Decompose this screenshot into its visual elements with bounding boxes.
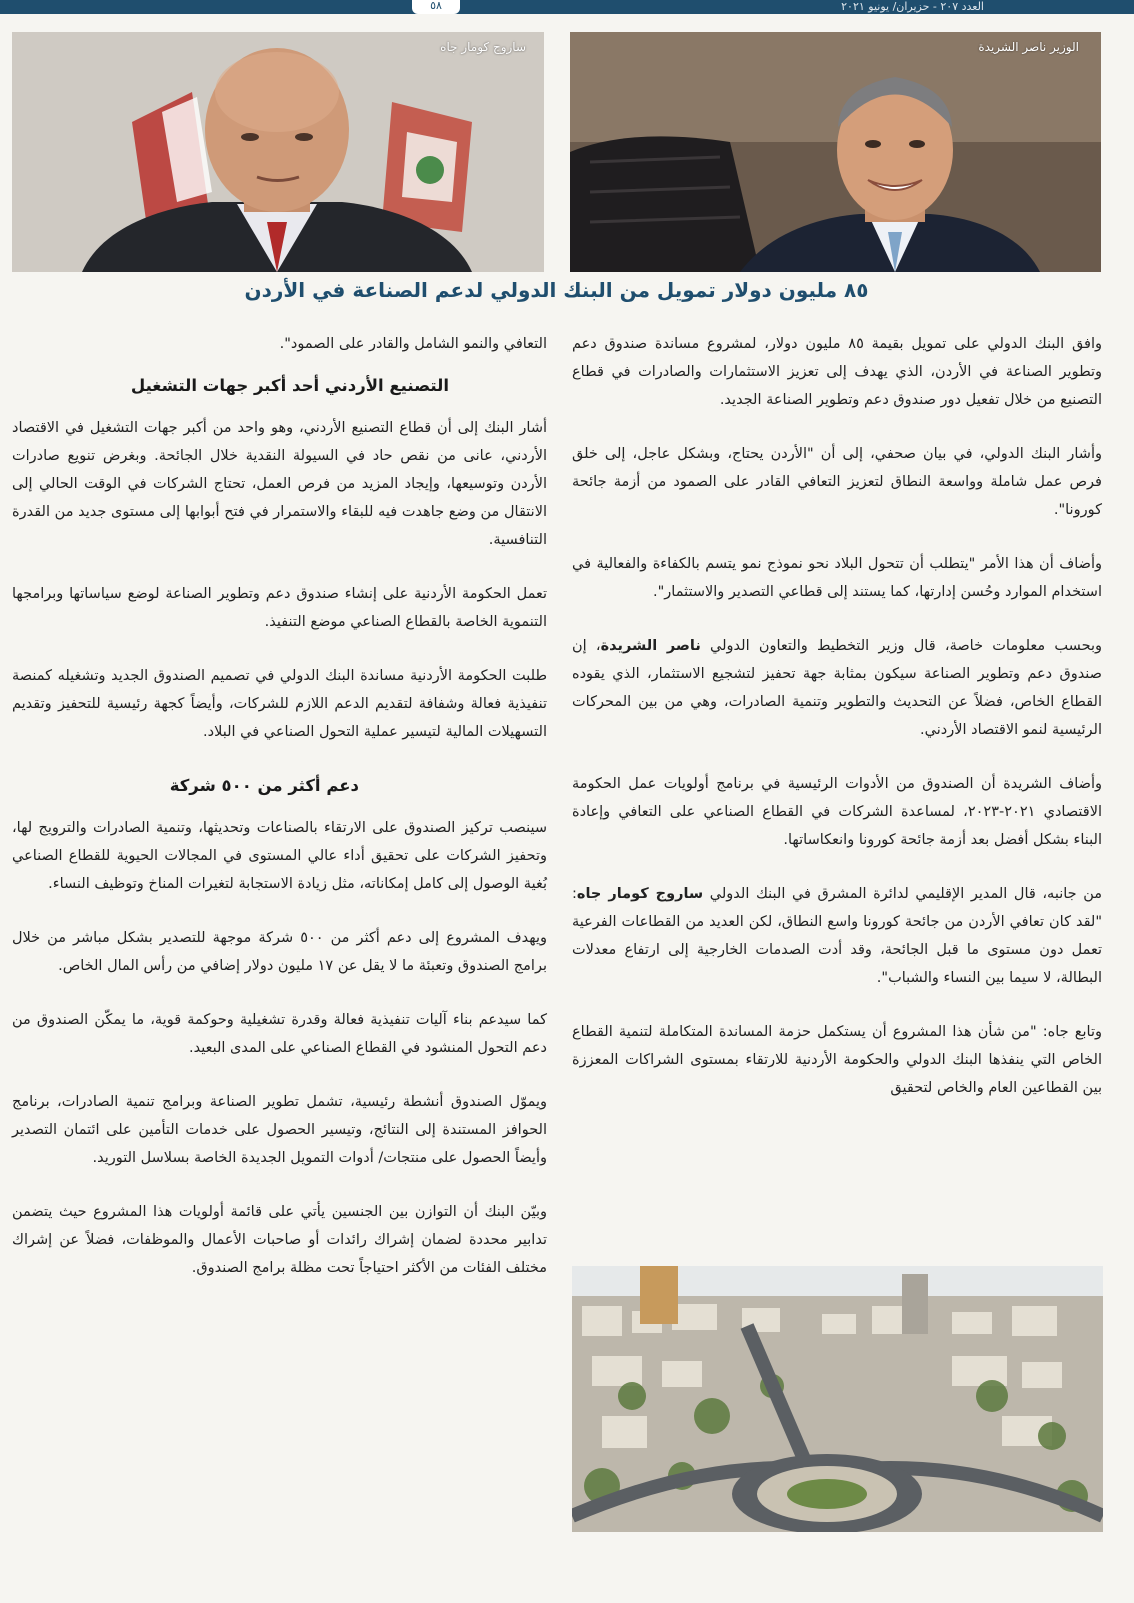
paragraph: طلبت الحكومة الأردنية مساندة البنك الدولي في تصميم الصندوق الجديد وتشغيله كمنصة تنفيذية فعالة وشفافة لتقديم الدعم اللازم للشركات، وأيضاً كجهة رئيسية للتحفيز وتقديم التسهيلات المالية لتيسير عملية التحول الصناعي في البلاد.	[12, 668, 547, 740]
paragraph: ويهدف المشروع إلى دعم أكثر من ٥٠٠ شركة موجهة للتصدير بشكل مباشر من خلال برامج الصندوق وتعبئة ما لا يقل عن ١٧ مليون دولار إضافي من رأس المال الخاص.	[12, 930, 548, 974]
issue-label: العدد ٢٠٧ - حزيران/ يونيو ٢٠٢١	[841, 0, 984, 13]
section-heading: التصنيع الأردني أحد أكبر جهات التشغيل	[130, 376, 449, 395]
article-headline: ٨٥ مليون دولار تمويل من البنك الدولي لدعم الصناعة في الأردن	[244, 278, 869, 302]
speaker-name-jha: ساروج كومار جاه	[576, 886, 704, 902]
paragraph-text: ، إن صندوق دعم وتطوير الصناعة سيكون بمثابة جهة تحفيز لتشجيع الاستثمار، الذي يقوده القطاع الخاص، فضلاً عن التحديث والتطوير وتنمية الصادرات، وهي من بين المحركات الرئيسية لنمو الاقتصاد الأردني.	[572, 638, 1102, 738]
header-bar	[0, 0, 1134, 14]
paragraph: تعمل الحكومة الأردنية على إنشاء صندوق دعم وتطوير الصناعة لوضع سياساتها وبرامجها التنموية الخاصة بالقطاع الصناعي موضع التنفيذ.	[12, 586, 547, 630]
paragraph: أشار البنك إلى أن قطاع التصنيع الأردني، وهو واحد من أكبر جهات التشغيل في الاقتصاد الأردني، عانى من نقص حاد في السيولة النقدية خلال الجائحة. وبغرض تنويع صادرات الأردن وتوسيعها، وإيجاد المزيد من فرص العمل، تحتاج الشركات في الوقت الحالي إلى الانتقال من وضع جاهدت فيه للبقاء والاستمرار في فتح أبوابها إلى مستوى جديد من القدرة التنافسية.	[12, 420, 547, 548]
paragraph: وأضاف الشريدة أن الصندوق من الأدوات الرئيسية في برنامج أولويات عمل الحكومة الاقتصادي ٢٠٢١-٢٠٢٣، لمساعدة الشركات في القطاع الصناعي على التعافي وإعادة البناء بشكل أفضل بعد أزمة جائحة كورونا وانعكاساتها.	[572, 776, 1103, 848]
photo-amman-aerial	[572, 1266, 1103, 1532]
article-column-left	[12, 330, 547, 1308]
paragraph	[572, 880, 1102, 992]
paragraph: وأضاف أن هذا الأمر "يتطلب أن تتحول البلاد نحو نموذج نمو يتسم بالكفاءة والفعالية في استخدام الموارد وحُسن إدارتها، كما يستند إلى قطاعي التصدير والاستثمار".	[572, 556, 1102, 600]
paragraph	[572, 632, 1102, 744]
photo-caption-shraideh: الوزير ناصر الشريدة	[978, 40, 1079, 54]
paragraph: وأشار البنك الدولي، في بيان صحفي، إلى أن "الأردن يحتاج، وبشكل عاجل، إلى خلق فرص عمل شاملة وواسعة النطاق لتعزيز التعافي القادر على الصمود من أزمة جائحة كورونا".	[572, 446, 1102, 518]
paragraph-continuation: التعافي والنمو الشامل والقادر على الصمود".	[279, 336, 547, 352]
paragraph: وتابع جاه: "من شأن هذا المشروع أن يستكمل حزمة المساندة المتكاملة لتنمية القطاع الخاص التي ينفذها البنك الدولي والحكومة الأردنية للارتقاء بمستوى الشراكات المعززة بين القطاعين العام والخاص لتحقيق	[572, 1024, 1102, 1096]
speaker-name-shraideh: ناصر الشريدة	[600, 638, 701, 654]
portrait-jha-illustration	[12, 32, 544, 272]
photo-saroj-kumar-jha	[12, 32, 544, 272]
paragraph: سينصب تركيز الصندوق على الارتقاء بالصناعات وتحديثها، وتنمية الصادرات والترويج لها، وتحفيز الشركات على تحقيق أداء عالي المستوى في المجالات الحيوية للقطاع الصناعي بُغية الوصول إلى كامل إمكاناته، مثل زيادة الاستجابة لتغيرات المناخ وتوظيف النساء.	[12, 820, 547, 892]
paragraph: ويموّل الصندوق أنشطة رئيسية، تشمل تطوير الصناعة وبرامج تنمية الصادرات، برنامج الحوافز المستندة إلى النتائج، وتيسير الحصول على خدمات التأمين على ائتمان التصدير وأيضاً الحصول على منتجات/ أدوات التمويل الجديدة الخاصة بسلاسل التوريد.	[12, 1094, 547, 1166]
portrait-shraideh-illustration	[570, 32, 1101, 272]
paragraph: وافق البنك الدولي على تمويل بقيمة ٨٥ مليون دولار، لمشروع مساندة صندوق دعم وتطوير الصناعة في الأردن، الذي يهدف إلى تعزيز الاستثمارات والصادرات في قطاع التصنيع من خلال تفعيل دور صندوق دعم وتطوير الصناعة الجديد.	[572, 336, 1103, 408]
paragraph: وبيّن البنك أن التوازن بين الجنسين يأتي على قائمة أولويات هذا المشروع حيث يتضمن تدابير محددة لضمان إشراك رائدات أو صاحبات الأعمال والموظفات، فضلاً عن إشراك مختلف الفئات من الأكثر احتياجاً تحت مظلة برامج الصندوق.	[12, 1204, 547, 1276]
paragraph-text: من جانبه، قال المدير الإقليمي لدائرة المشرق في البنك الدولي	[709, 886, 1103, 902]
page-number: ٥٨	[412, 0, 460, 14]
paragraph-text: : "لقد كان تعافي الأردن من جائحة كورونا واسع النطاق، لكن العديد من القطاعات الفرعية تعمل دون مستوى ما قبل الجائحة، وقد أدت الصدمات الخارجية إلى ارتفاع معدلات البطالة، لا سيما بين النساء والشباب".	[572, 886, 1102, 986]
section-heading: دعم أكثر من ٥٠٠ شركة	[169, 776, 359, 795]
paragraph-text: وبحسب معلومات خاصة، قال وزير التخطيط والتعاون الدولي	[710, 638, 1102, 654]
city-illustration	[572, 1266, 1103, 1532]
photo-caption-jha: ساروج كومار جاه	[440, 40, 526, 54]
paragraph: كما سيدعم بناء آليات تنفيذية فعالة وقدرة تشغيلية وحوكمة قوية، ما يمكّن الصندوق من دعم التحول المنشود في القطاع الصناعي على المدى البعيد.	[12, 1012, 547, 1056]
article-column-right	[572, 330, 1102, 1128]
photo-nasser-shraideh	[570, 32, 1101, 272]
